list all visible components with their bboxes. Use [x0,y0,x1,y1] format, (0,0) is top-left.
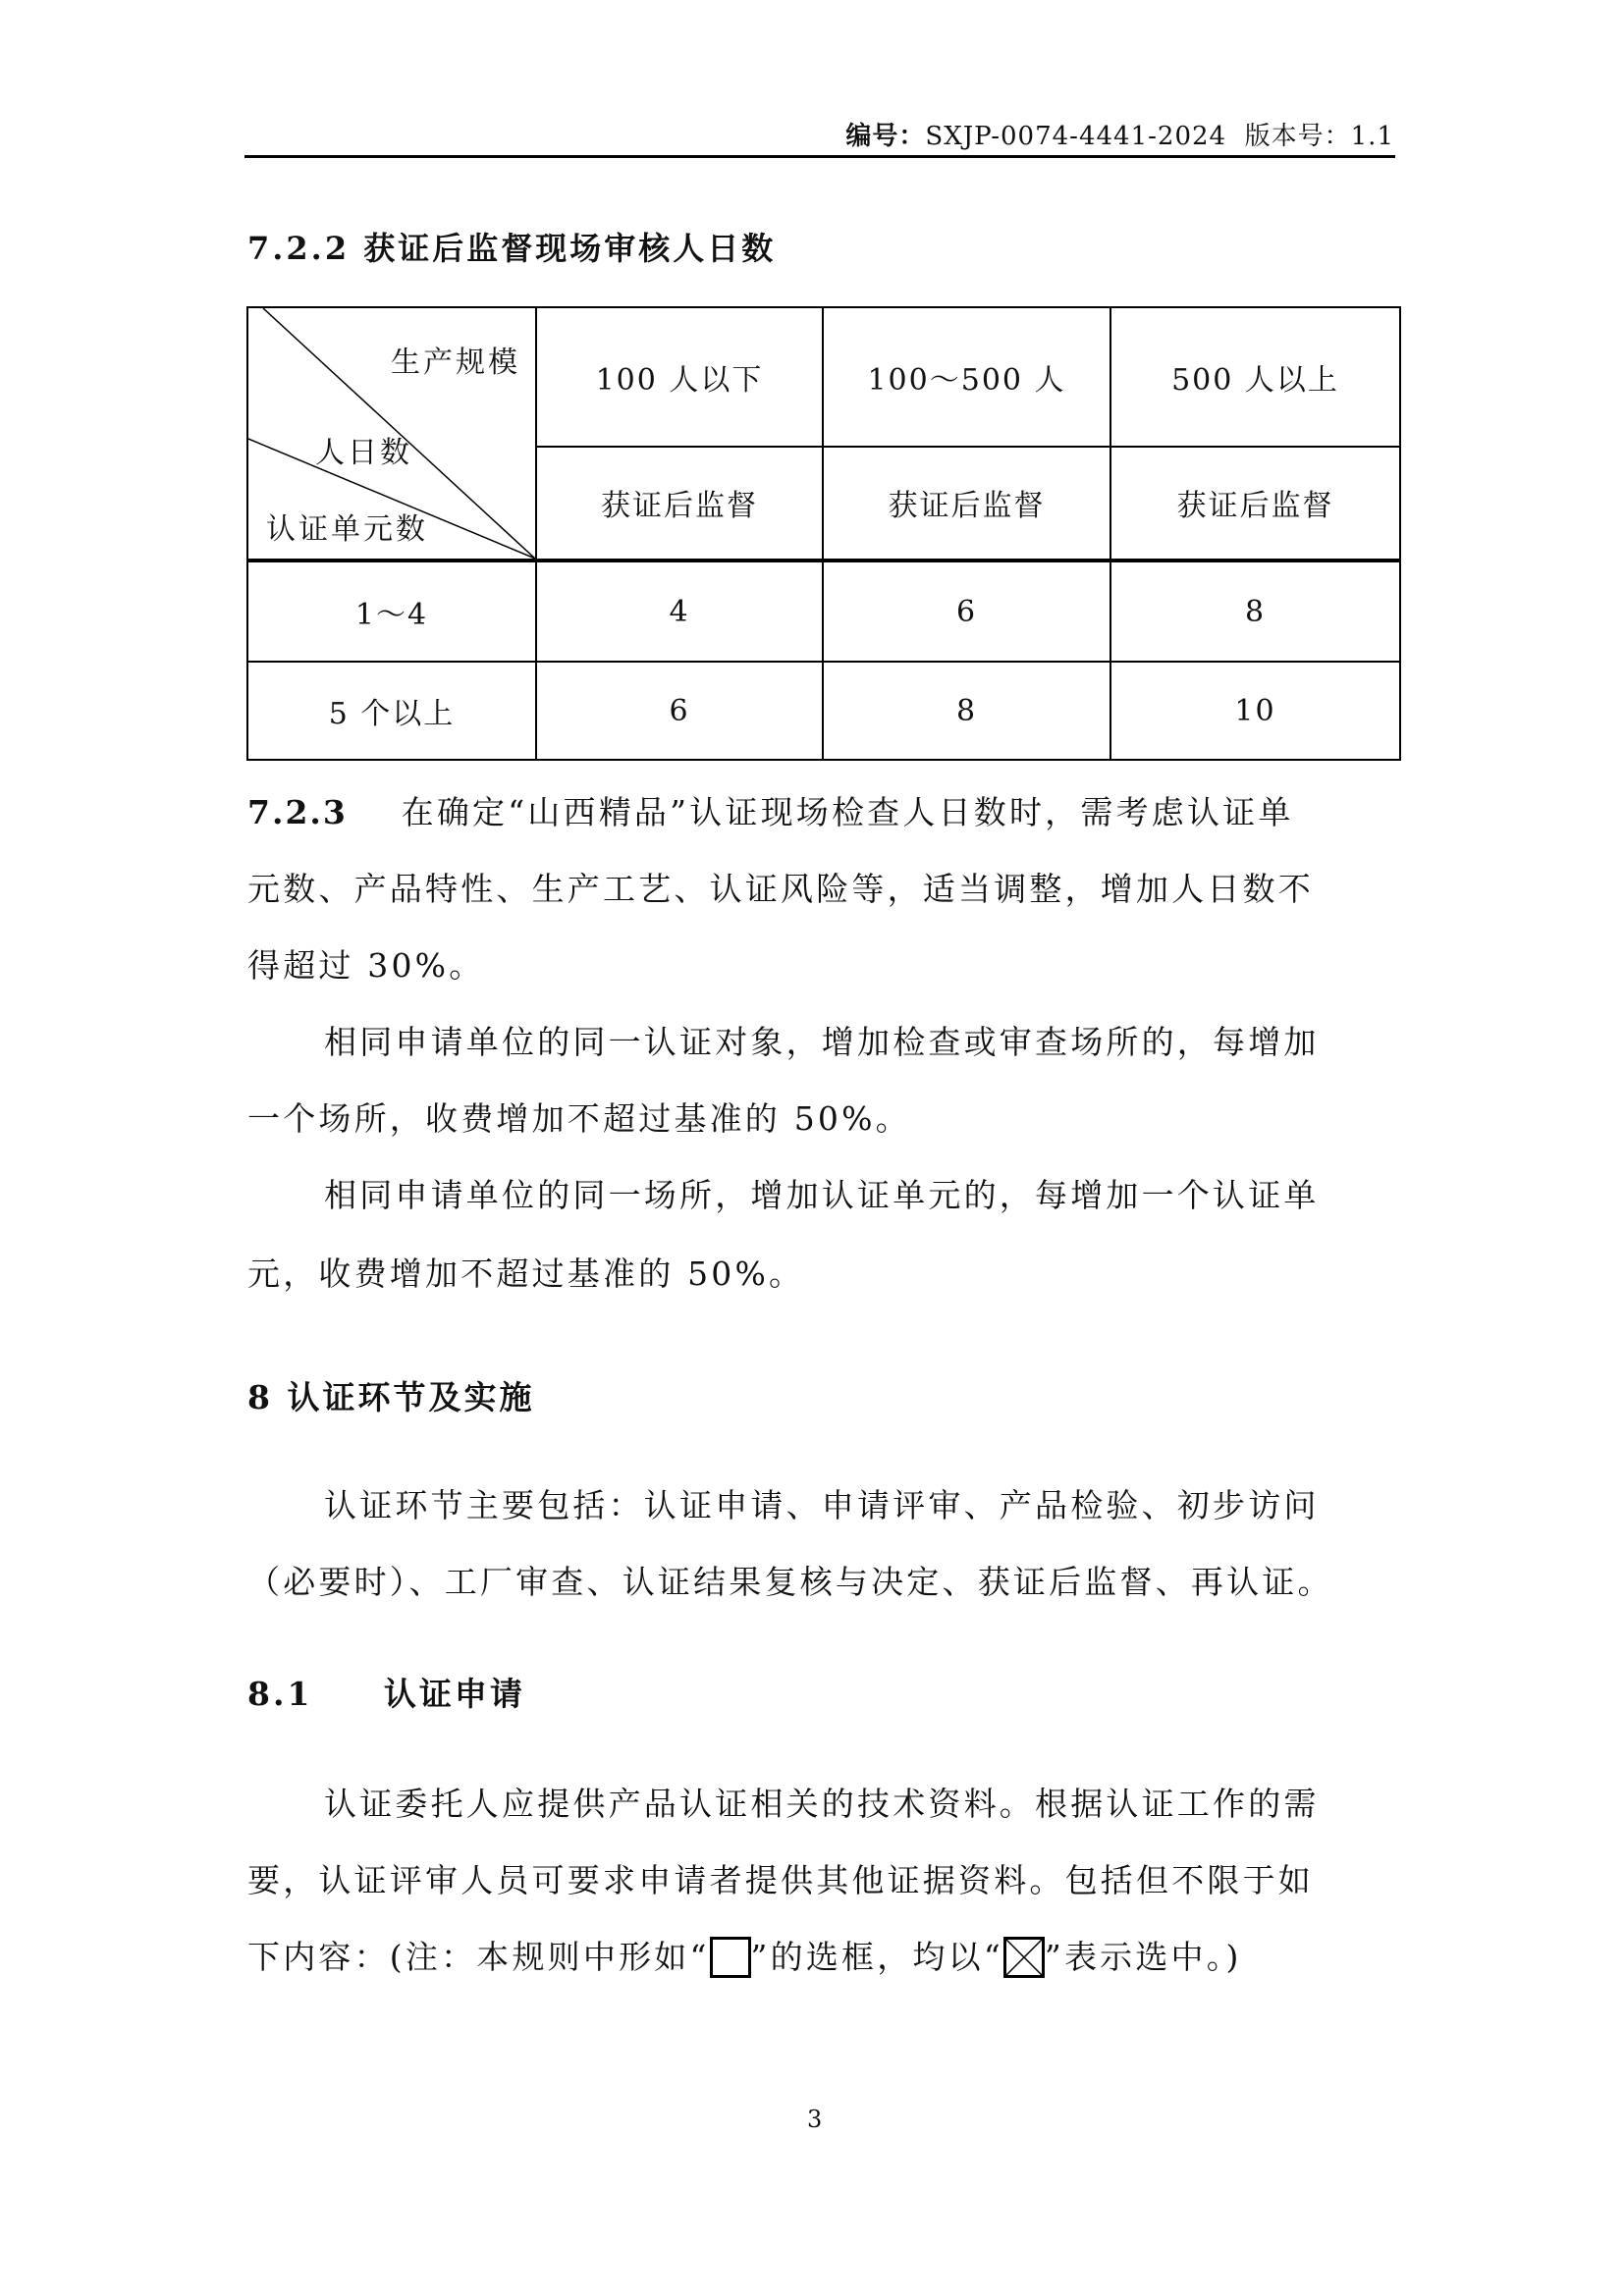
section-723-line-2: 元数、产品特性、生产工艺、认证风险等，适当调整，增加人日数不 [247,870,1314,908]
section-81-heading [247,1669,525,1715]
table-cell: 10 [1110,662,1400,760]
checked-checkbox-icon [1003,1937,1045,1978]
column-subheader: 获证后监督 [536,447,823,561]
section-81-number: 8.1 [247,1675,313,1713]
table-cell: 8 [823,662,1110,760]
version-value: 1.1 [1350,122,1394,151]
code-label: 编号： [845,122,926,151]
note-text: 下内容：(注：本规则中形如“ [247,1938,710,1976]
section-81-line-2: 要，认证评审人员可要求申请者提供其他证据资料。包括但不限于如 [247,1861,1314,1899]
table-cell: 8 [1110,561,1400,662]
table-cell: 6 [823,561,1110,662]
para2-line-2: 一个场所，收费增加不超过基准的 50%。 [247,1099,911,1138]
empty-checkbox-icon [710,1937,751,1978]
section-81-line-3 [247,1932,1242,1978]
table-cell: 6 [536,662,823,760]
page-number: 3 [807,2106,823,2133]
para3-line-1: 相同申请单位的同一场所，增加认证单元的，每增加一个认证单 [324,1176,1320,1214]
code-value: SXJP-0074-4441-2024 [925,122,1227,151]
table-cell: 4 [536,561,823,662]
column-header: 100 人以下 [536,307,823,447]
column-subheader: 获证后监督 [1110,447,1400,561]
note-text: ”的选框，均以“ [750,1938,1003,1976]
section-81-line-1: 认证委托人应提供产品认证相关的技术资料。根据认证工作的需 [324,1785,1320,1823]
note-text: ”表示选中。) [1044,1938,1242,1976]
section-8-line-1: 认证环节主要包括：认证申请、申请评审、产品检验、初步访问 [324,1486,1320,1524]
column-header: 500 人以上 [1110,307,1400,447]
column-header: 100～500 人 [823,307,1110,447]
section-723-number: 7.2.3 [247,793,348,831]
section-8-line-2: （必要时）、工厂审查、认证结果复核与决定、获证后监督、再认证。 [247,1563,1333,1601]
column-subheader: 获证后监督 [823,447,1110,561]
row-label: 5 个以上 [247,662,536,760]
corner-label-scale: 生产规模 [391,346,520,380]
section-81-title: 认证申请 [383,1675,525,1713]
section-8-title: 8 认证环节及实施 [247,1378,535,1416]
document-header [845,116,1394,152]
para3-line-2: 元，收费增加不超过基准的 50%。 [247,1255,805,1293]
corner-label-units: 认证单元数 [266,512,428,547]
corner-label-mandays: 人日数 [315,436,412,470]
row-label: 1～4 [247,561,536,662]
section-723-line-1 [247,787,1294,833]
paragraph-text: 在确定“山西精品”认证现场检查人日数时，需考虑认证单 [401,793,1294,831]
audit-days-table [246,306,1401,761]
section-722-title: 7.2.2 获证后监督现场审核人日数 [247,230,777,267]
version-label: 版本号： [1244,122,1351,151]
header-rule [244,155,1395,158]
section-723-line-3: 得超过 30%。 [247,946,485,985]
table-row [247,561,1400,662]
table-row [247,662,1400,760]
para2-line-1: 相同申请单位的同一认证对象，增加检查或审查场所的，每增加 [324,1023,1320,1061]
table-corner-cell [247,307,536,561]
